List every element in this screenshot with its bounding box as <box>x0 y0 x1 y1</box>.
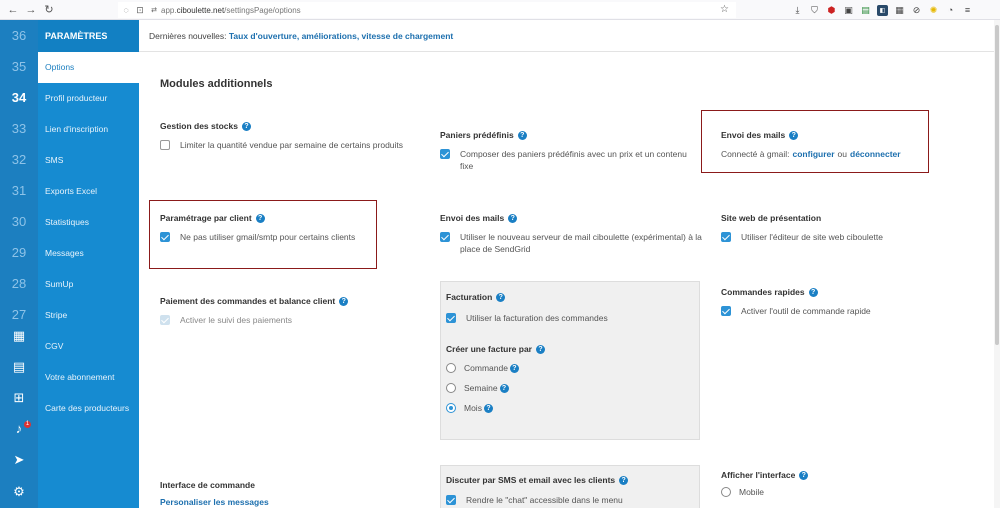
section-title: Facturation <box>446 292 493 302</box>
personaliser-messages-link[interactable]: Personaliser les messages <box>160 497 269 507</box>
help-icon[interactable]: ? <box>339 297 348 306</box>
help-icon[interactable]: ? <box>242 122 251 131</box>
sidebar-item-profil-producteur[interactable]: Profil producteur <box>45 93 108 103</box>
week-number[interactable]: 27 <box>11 307 27 322</box>
client-checkbox[interactable] <box>160 232 170 242</box>
help-icon[interactable]: ? <box>799 471 808 480</box>
section-title: Commandes rapides <box>721 287 805 297</box>
page-scrollbar[interactable] <box>994 20 1000 508</box>
page-title: Modules additionnels <box>160 78 273 90</box>
sidebar-item-stripe[interactable]: Stripe <box>45 310 68 320</box>
week-number[interactable]: 35 <box>11 59 27 74</box>
option-label: Activer le suivi des paiements <box>180 315 292 325</box>
url-path: /settingsPage/options <box>224 5 301 15</box>
week-number[interactable]: 31 <box>11 183 27 198</box>
send-icon[interactable]: ➤ <box>13 452 25 467</box>
quick-nav-column <box>0 20 38 508</box>
week-number[interactable]: 33 <box>11 121 27 136</box>
sidebar-item-cgv[interactable]: CGV <box>45 341 64 351</box>
section-title: Paramétrage par client <box>160 213 252 223</box>
browser-toolbar <box>0 0 1000 20</box>
section-site-web <box>721 213 961 243</box>
option-label: Composer des paniers prédéfinis avec un prix et un contenu fixe <box>460 149 687 171</box>
sitemap-icon[interactable]: ⊞ <box>13 390 25 405</box>
section-interface-commande <box>160 480 410 508</box>
stocks-checkbox[interactable] <box>160 140 170 150</box>
main-content <box>139 53 1000 508</box>
week-number[interactable]: 28 <box>11 276 27 291</box>
section-title: Discuter par SMS et email avec les clients <box>446 475 616 485</box>
section-title: Paniers prédéfinis <box>440 130 514 140</box>
bell-icon[interactable]: ♪ <box>15 421 23 436</box>
sidebar-item-exports-excel[interactable]: Exports Excel <box>45 186 97 196</box>
extensions-toolbar <box>792 2 973 18</box>
section-envoi-mails-serveur <box>440 213 705 255</box>
news-link[interactable]: Taux d'ouverture, améliorations, vitesse de chargement <box>228 31 454 41</box>
section-title: Interface de commande <box>160 480 255 490</box>
sidebar-header: PARAMÈTRES <box>38 20 139 52</box>
serveur-checkbox[interactable] <box>440 232 450 242</box>
section-afficher-interface <box>721 470 961 497</box>
menu-icon[interactable]: ≡ <box>964 5 971 15</box>
settings-gear-icon[interactable]: ⚙ <box>13 484 25 499</box>
sidebar-item-sumup[interactable]: SumUp <box>45 279 74 289</box>
section-facturation <box>446 292 696 413</box>
option-label: Activer l'outil de commande rapide <box>741 306 871 316</box>
dark-reader-icon[interactable]: ◧ <box>877 5 888 16</box>
option-label: Utiliser la facturation des commandes <box>466 313 608 323</box>
radio-label: Commande <box>464 363 508 373</box>
option-label: Utiliser l'éditeur de site web ciboulette <box>741 232 883 242</box>
section-paniers-predefinis <box>440 130 702 172</box>
news-prefix: Dernières nouvelles: <box>149 31 227 41</box>
discuter-checkbox[interactable] <box>446 495 456 505</box>
sidebar-item-abonnement[interactable]: Votre abonnement <box>45 372 115 382</box>
shield-icon: ◌ <box>123 5 129 15</box>
week-number[interactable]: 32 <box>11 152 27 167</box>
address-bar[interactable] <box>118 2 736 18</box>
option-label: Ne pas utiliser gmail/smtp pour certains clients <box>180 232 356 242</box>
permissions-icon: ⇄ <box>151 7 157 14</box>
block-icon[interactable]: ⊘ <box>912 4 921 15</box>
news-bar <box>139 20 1000 52</box>
shield-icon[interactable]: ⛉ <box>811 4 818 15</box>
site-checkbox[interactable] <box>721 232 731 242</box>
bookmark-star-icon[interactable]: ☆ <box>720 4 729 15</box>
calendar-icon[interactable]: ▦ <box>12 328 26 343</box>
help-icon[interactable]: ? <box>518 131 527 140</box>
settings-sidebar <box>38 20 139 508</box>
sidebar-item-messages[interactable]: Messages <box>45 248 84 258</box>
sidebar-item-lien-inscription[interactable]: Lien d'inscription <box>45 124 109 134</box>
option-label: Utiliser le nouveau serveur de mail ciboulette (expérimental) à la place de SendGrid <box>460 232 702 254</box>
radio-mobile[interactable] <box>721 487 731 497</box>
grid-icon[interactable]: ▦ <box>895 4 904 15</box>
help-icon[interactable]: ? <box>619 476 628 485</box>
url-scheme: app. <box>161 5 177 15</box>
back-icon[interactable]: ← <box>7 3 19 16</box>
week-number[interactable]: 30 <box>11 214 27 229</box>
radio-commande[interactable] <box>446 363 456 373</box>
ublock-icon[interactable]: ⬢ <box>827 4 836 15</box>
radio-label: Mobile <box>739 487 765 497</box>
lock-icon: ⊡ <box>136 4 144 15</box>
configurer-link[interactable]: configurer <box>792 149 835 159</box>
week-number[interactable]: 29 <box>11 245 27 260</box>
rapides-checkbox[interactable] <box>721 306 731 316</box>
scrollbar-thumb[interactable] <box>995 25 999 345</box>
section-title: Site web de présentation <box>721 213 822 223</box>
section-gestion-stocks <box>160 121 420 151</box>
option-label: Limiter la quantité vendue par semaine de certains produits <box>180 140 404 150</box>
help-icon[interactable]: ? <box>500 384 509 393</box>
download-icon[interactable]: ⤓ <box>795 4 800 15</box>
help-icon[interactable]: ? <box>484 404 493 413</box>
radio-label: Semaine <box>464 383 498 393</box>
sidebar-item-statistiques[interactable]: Statistiques <box>45 217 89 227</box>
sun-icon[interactable]: ✺ <box>929 4 938 15</box>
section-parametrage-client <box>160 213 375 243</box>
help-icon[interactable]: ? <box>508 214 517 223</box>
sidebar-item-carte-producteurs[interactable]: Carte des producteurs <box>45 403 130 413</box>
option-label: Rendre le "chat" accessible dans le menu <box>466 495 623 505</box>
paniers-checkbox[interactable] <box>440 149 450 159</box>
gmail-status: Connecté à gmail: <box>721 149 790 159</box>
week-number-active[interactable]: 34 <box>11 90 27 105</box>
section-title: Afficher l'interface <box>721 470 796 480</box>
facturation-checkbox[interactable] <box>446 313 456 323</box>
sidebar-item-options[interactable]: Options <box>38 52 139 83</box>
section-envoi-mails-gmail <box>721 130 931 160</box>
facture-par-title: Créer une facture par <box>446 344 532 354</box>
cash-register-icon[interactable]: ▤ <box>12 359 26 374</box>
sync-icon[interactable]: ◔ <box>947 5 954 15</box>
save-icon[interactable]: ▣ <box>844 4 853 15</box>
help-icon[interactable]: ? <box>809 288 818 297</box>
section-title: Envoi des mails <box>440 213 505 223</box>
or-text: ou <box>837 149 848 159</box>
section-title: Envoi des mails <box>721 130 786 140</box>
section-paiement <box>160 296 420 326</box>
section-title: Gestion des stocks <box>160 121 238 131</box>
help-icon[interactable]: ? <box>536 345 545 354</box>
help-icon[interactable]: ? <box>510 364 519 373</box>
radio-label: Mois <box>464 403 482 413</box>
url-host: ciboulette.net <box>176 5 225 15</box>
forward-icon[interactable]: → <box>25 3 37 16</box>
help-icon[interactable]: ? <box>789 131 798 140</box>
section-commandes-rapides <box>721 287 961 317</box>
section-discuter <box>446 475 696 506</box>
week-number[interactable]: 36 <box>11 28 27 43</box>
help-icon[interactable]: ? <box>256 214 265 223</box>
help-icon[interactable]: ? <box>496 293 505 302</box>
section-title: Paiement des commandes et balance client <box>160 296 336 306</box>
radio-semaine[interactable] <box>446 383 456 393</box>
extension-icon[interactable]: ▤ <box>861 4 870 15</box>
paiement-checkbox[interactable] <box>160 315 170 325</box>
sidebar-item-sms[interactable]: SMS <box>45 155 64 165</box>
reload-icon[interactable]: ↻ <box>44 4 54 16</box>
notification-badge: 1 <box>25 421 30 427</box>
radio-mois[interactable] <box>446 403 456 413</box>
deconnecter-link[interactable]: déconnecter <box>850 149 901 159</box>
